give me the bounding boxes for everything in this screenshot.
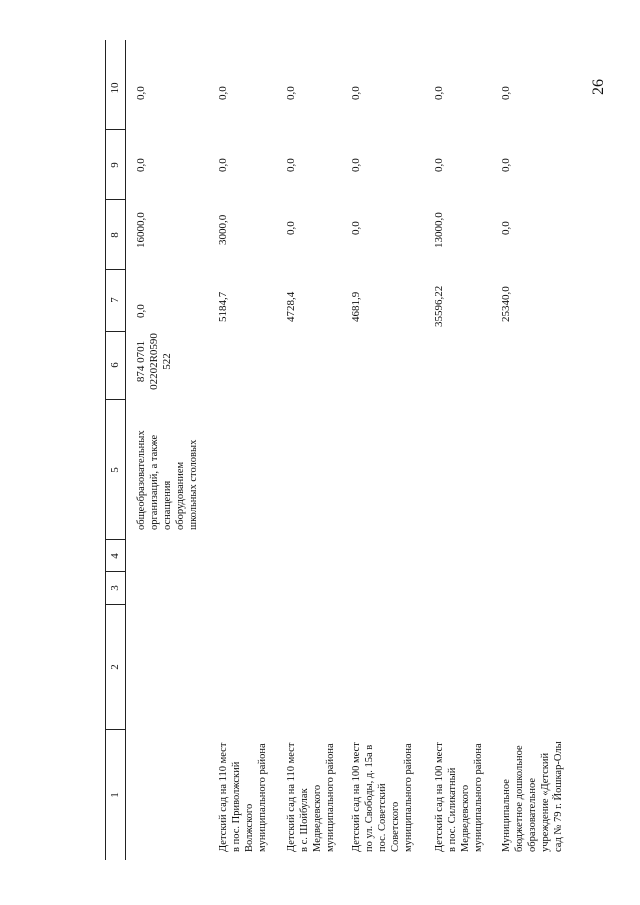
row1-c10: 0,0: [217, 86, 229, 100]
row3-c8: 0,0: [350, 221, 362, 235]
row0-c8: 16000,0: [135, 212, 147, 248]
row3-c9: 0,0: [350, 158, 362, 172]
col-sep: [105, 539, 125, 540]
row1-c8: 3000,0: [217, 214, 229, 245]
row4-c9: 0,0: [433, 158, 445, 172]
col-sep: [105, 129, 125, 130]
col-sep: [105, 604, 125, 605]
col-sep: [105, 571, 125, 572]
page-number: 26: [590, 79, 607, 95]
col-sep: [105, 269, 125, 270]
rotated-table: [105, 40, 575, 860]
row1-name: Детский сад на 110 мест в пос. Приволжский Волжского муниципального района: [218, 742, 268, 852]
col-header-5: 5: [109, 467, 121, 473]
col-sep: [105, 331, 125, 332]
row3-c10: 0,0: [350, 86, 362, 100]
row0-c9: 0,0: [135, 158, 147, 172]
row1-c7: 5184,7: [217, 291, 229, 322]
col-sep: [105, 729, 125, 730]
row1-c9: 0,0: [217, 158, 229, 172]
row2-c7: 4728,4: [285, 291, 297, 322]
row0-c7: 0,0: [135, 304, 147, 318]
col-header-1: 1: [109, 792, 121, 798]
col-header-3: 3: [109, 585, 121, 591]
row4-c8: 13000,0: [433, 212, 445, 248]
header-top-line: [105, 40, 106, 860]
col-header-9: 9: [109, 162, 121, 168]
row0-description: общеобразовательных организаций, а также оснащения оборудованием школьных столовых: [136, 430, 199, 530]
row4-name: Детский сад на 100 мест в пос. Силикатный Медведевского муниципального района: [434, 742, 484, 852]
row5-c8: 0,0: [500, 221, 512, 235]
col-sep: [105, 399, 125, 400]
row2-c8: 0,0: [285, 221, 297, 235]
row3-name: Детский сад на 100 мест по ул. Свободы, д. 15а в пос. Советский Советского муниципального района: [351, 742, 414, 852]
row2-c9: 0,0: [285, 158, 297, 172]
col-header-2: 2: [109, 664, 121, 670]
row3-c7: 4681,9: [350, 291, 362, 322]
row0-code: 874 0701 02202R0590 522: [135, 333, 173, 390]
row2-name: Детский сад на 110 мест в с. Шойбулак Медведевского муниципального района: [286, 742, 336, 852]
row5-c10: 0,0: [500, 86, 512, 100]
row5-name: Муниципальное бюджетное дошкольное образовательное учреждение «Детский сад № 79 г. Йошкар-Олы: [501, 741, 564, 852]
col-header-7: 7: [109, 297, 121, 303]
row5-c9: 0,0: [500, 158, 512, 172]
row0-c10: 0,0: [135, 86, 147, 100]
row2-c10: 0,0: [285, 86, 297, 100]
row5-c7: 25340,0: [500, 286, 512, 322]
row4-c10: 0,0: [433, 86, 445, 100]
col-header-6: 6: [109, 362, 121, 368]
col-header-4: 4: [109, 553, 121, 559]
row4-c7: 35596,22: [433, 285, 445, 327]
col-header-10: 10: [109, 82, 121, 94]
col-header-8: 8: [109, 232, 121, 238]
col-sep: [105, 199, 125, 200]
header-bottom-line: [125, 40, 126, 860]
